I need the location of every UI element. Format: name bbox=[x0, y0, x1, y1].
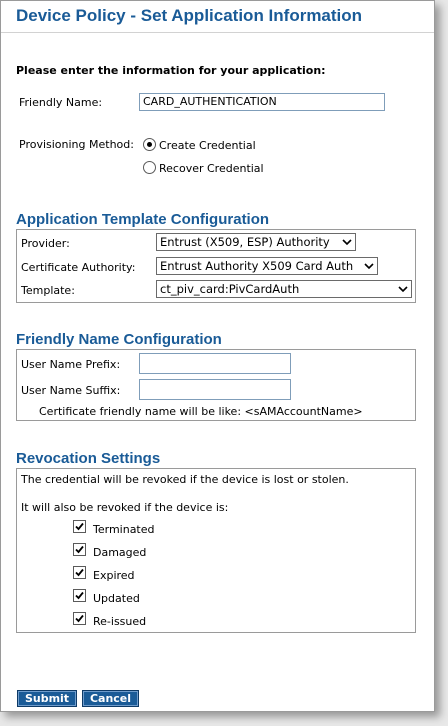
create-credential-radio[interactable] bbox=[143, 138, 156, 151]
provider-select-value: Entrust (X509, ESP) Authority bbox=[160, 235, 330, 249]
user-name-suffix-input[interactable] bbox=[139, 379, 291, 400]
checkmark-icon bbox=[74, 567, 85, 578]
revocation-text-also: It will also be revoked if the device is: bbox=[21, 501, 229, 514]
provider-select[interactable] bbox=[156, 233, 356, 251]
recover-credential-radio[interactable] bbox=[143, 161, 156, 174]
user-name-suffix-label: User Name Suffix: bbox=[21, 384, 121, 397]
certificate-authority-select[interactable] bbox=[156, 257, 378, 275]
terminated-checkbox[interactable] bbox=[73, 520, 86, 533]
provisioning-method-label: Provisioning Method: bbox=[19, 138, 134, 151]
template-label: Template: bbox=[21, 284, 75, 297]
checkmark-icon bbox=[74, 590, 85, 601]
reissued-checkbox[interactable] bbox=[73, 612, 86, 625]
expired-checkbox[interactable] bbox=[73, 566, 86, 579]
damaged-label: Damaged bbox=[93, 546, 147, 559]
revocation-heading: Revocation Settings bbox=[16, 450, 161, 467]
friendly-name-input[interactable]: CARD_AUTHENTICATION bbox=[139, 93, 385, 111]
certificate-authority-select-value: Entrust Authority X509 Card Auth bbox=[160, 259, 354, 273]
chevron-down-icon bbox=[341, 234, 353, 250]
checkmark-icon bbox=[74, 521, 85, 532]
title-divider bbox=[1, 32, 434, 33]
friendly-name-label: Friendly Name: bbox=[19, 96, 103, 109]
template-select[interactable] bbox=[156, 280, 412, 298]
provider-label: Provider: bbox=[21, 237, 70, 250]
reissued-label: Re-issued bbox=[93, 615, 147, 628]
friendly-config-heading: Friendly Name Configuration bbox=[16, 331, 222, 348]
user-name-prefix-label: User Name Prefix: bbox=[21, 358, 121, 371]
page-title: Device Policy - Set Application Information bbox=[16, 6, 363, 25]
intro-text: Please enter the information for your application: bbox=[16, 64, 326, 77]
expired-label: Expired bbox=[93, 569, 135, 582]
friendly-name-preview: Certificate friendly name will be like: <sAMAccountName> bbox=[39, 405, 363, 418]
create-credential-label: Create Credential bbox=[159, 139, 256, 152]
recover-credential-label: Recover Credential bbox=[159, 162, 264, 175]
chevron-down-icon bbox=[363, 258, 375, 274]
certificate-authority-label: Certificate Authority: bbox=[21, 261, 136, 274]
checkmark-icon bbox=[74, 544, 85, 555]
user-name-prefix-input[interactable] bbox=[139, 353, 291, 374]
updated-checkbox[interactable] bbox=[73, 589, 86, 602]
checkmark-icon bbox=[74, 613, 85, 624]
revocation-text-lost: The credential will be revoked if the device is lost or stolen. bbox=[21, 473, 349, 486]
submit-button[interactable]: Submit bbox=[17, 690, 77, 707]
updated-label: Updated bbox=[93, 592, 140, 605]
app-template-heading: Application Template Configuration bbox=[16, 211, 270, 228]
cancel-button[interactable]: Cancel bbox=[82, 690, 139, 707]
terminated-label: Terminated bbox=[93, 523, 155, 536]
chevron-down-icon bbox=[397, 281, 409, 297]
damaged-checkbox[interactable] bbox=[73, 543, 86, 556]
template-select-value: ct_piv_card:PivCardAuth bbox=[160, 282, 300, 296]
